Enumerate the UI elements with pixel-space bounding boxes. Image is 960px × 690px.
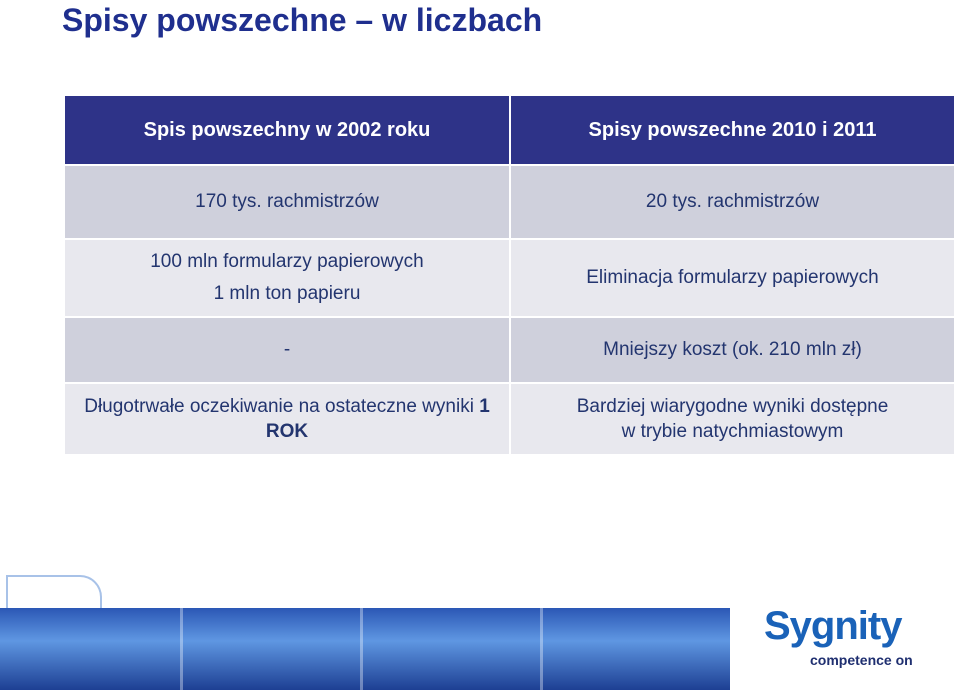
table-row [65,317,955,383]
cell-forms-2010: Eliminacja formularzy papierowych [510,239,955,317]
logo-wordmark: Sygnity [764,604,902,648]
sygnity-logo [764,604,944,684]
cell-enumerators-2002: 170 tys. rachmistrzów [65,165,510,239]
comparison-table [65,96,956,456]
banner-stripe [540,608,543,690]
page-title: Spisy powszechne – w liczbach [62,2,543,38]
cell-line: 100 mln formularzy papierowych [150,251,424,272]
cell-emphasis: 1 ROK [265,396,490,442]
cell-results-2010 [510,383,955,455]
table-row [65,239,955,317]
table-row [65,383,955,455]
banner-stripe [360,608,363,690]
header-2010-2011: Spisy powszechne 2010 i 2011 [510,96,955,165]
cell-cost-2002: - [65,317,510,383]
footer-banner [0,608,730,690]
cell-cost-2010: Mniejszy koszt (ok. 210 mln zł) [510,317,955,383]
cell-enumerators-2010: 20 tys. rachmistrzów [510,165,955,239]
cell-results-2002 [65,383,510,455]
cell-line: w trybie natychmiastowym [621,421,844,442]
header-2002: Spis powszechny w 2002 roku [65,96,510,165]
cell-forms-2002 [65,239,510,317]
cell-line: Bardziej wiarygodne wyniki dostępne [576,396,889,417]
cell-text: Długotrwałe oczekiwanie na ostateczne wyniki [84,396,480,417]
logo-tagline: competence on [810,652,913,668]
table-row [65,165,955,239]
cell-line: 1 mln ton papieru [213,283,361,304]
banner-stripe [180,608,183,690]
